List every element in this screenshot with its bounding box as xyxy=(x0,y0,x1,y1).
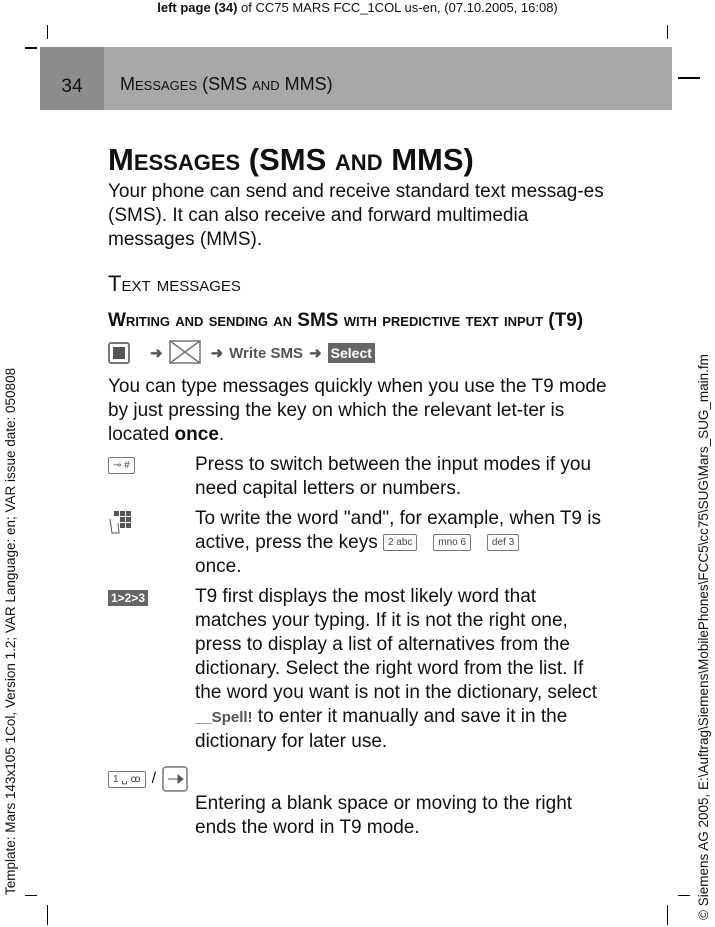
word-cycle-key-icon: 1>2>3 xyxy=(108,590,148,606)
select-softkey: Select xyxy=(328,343,375,363)
envelope-icon xyxy=(169,340,205,366)
print-header-page: left page (34) xyxy=(157,0,238,15)
crop-mark xyxy=(667,25,668,39)
print-header-info: of CC75 MARS FCC_1COL us-en, (07.10.2005, 16:08) xyxy=(237,0,558,15)
key-3-icon: def 3 xyxy=(487,534,519,551)
menu-key-icon xyxy=(108,342,130,364)
crop-mark xyxy=(25,895,37,896)
page-title: Messages (SMS and MMS) xyxy=(108,142,474,177)
menu-path xyxy=(108,339,613,367)
crop-mark xyxy=(678,77,700,79)
list-item-text: Press to switch between the input modes if you need capital letters or numbers. xyxy=(195,454,592,499)
navigate-right-icon xyxy=(162,766,188,792)
list-item xyxy=(108,585,613,754)
keypad-icon xyxy=(108,511,132,535)
key-1-space-icon: 1 ␣ ꝏ xyxy=(108,771,146,788)
list-item xyxy=(108,764,613,840)
list-item-icon-cell xyxy=(108,453,195,501)
list-item-text: Entering a blank space or moving to the right ends the word in T9 mode. xyxy=(195,793,573,838)
crop-mark xyxy=(47,25,48,39)
body-text xyxy=(108,375,613,447)
key-2-icon: 2 abc xyxy=(383,534,417,551)
crop-mark xyxy=(47,905,48,925)
hash-key-icon: ⊸ # xyxy=(108,457,135,474)
list-item-text: T9 first displays the most likely word that matches your typing. If it is not the right one, press to display a list of alternatives from the dictionary. Select the right word from the list. If the word you want is not in the dictionary, select xyxy=(195,586,598,703)
list-item-text: To write the word "and", for example, when T9 is active, press the keys xyxy=(195,508,601,553)
list-item xyxy=(108,453,613,501)
list-item-icon-cell xyxy=(108,585,195,754)
spell-softkey: __Spell! xyxy=(195,709,253,726)
body-text-main: You can type messages quickly when you use the T9 mode by just pressing the key on which the relevant let-ter is located xyxy=(108,376,607,445)
body-text-end: . xyxy=(218,424,225,445)
copyright-info: © Siemens AG 2005, E:\Auftrag\Siemens\MobilePhones\FCC5\cc75\SUG\Mars_SUG_main.fm xyxy=(696,354,711,920)
header-title: Messages (SMS and MMS) xyxy=(120,74,333,94)
print-header xyxy=(0,0,715,16)
menu-item-write-sms: Write SMS xyxy=(229,344,304,362)
page-content xyxy=(108,140,613,840)
crop-mark xyxy=(667,905,668,925)
arrow-icon: ➜ xyxy=(150,345,163,362)
key-6-icon: mno 6 xyxy=(433,534,471,551)
crop-mark xyxy=(25,47,37,49)
list-item-text-end: once. xyxy=(195,556,242,577)
list-item-icon-cell xyxy=(108,507,195,579)
list-item-text-end: to enter it manually and save it in the dictionary for later use. xyxy=(195,706,568,752)
page-number: 34 xyxy=(40,47,104,110)
template-info: Template: Mars 143x105 1Col, Version 1.2; VAR Language: en; VAR issue date: 050808 xyxy=(3,367,18,895)
arrow-icon: ➜ xyxy=(309,345,322,362)
crop-mark xyxy=(678,895,690,896)
emphasis-once: once xyxy=(174,424,219,445)
list-item xyxy=(108,507,613,579)
key-group xyxy=(108,764,613,792)
subsection-heading: Writing and sending an SMS with predictive text input (T9) xyxy=(108,310,584,331)
section-heading: Text messages xyxy=(108,271,241,296)
intro-text: Your phone can send and receive standard text messag-es (SMS). It can also receive and forward multimedia messages (MMS). xyxy=(108,181,604,250)
arrow-icon: ➜ xyxy=(210,345,224,362)
separator: / xyxy=(151,770,157,787)
